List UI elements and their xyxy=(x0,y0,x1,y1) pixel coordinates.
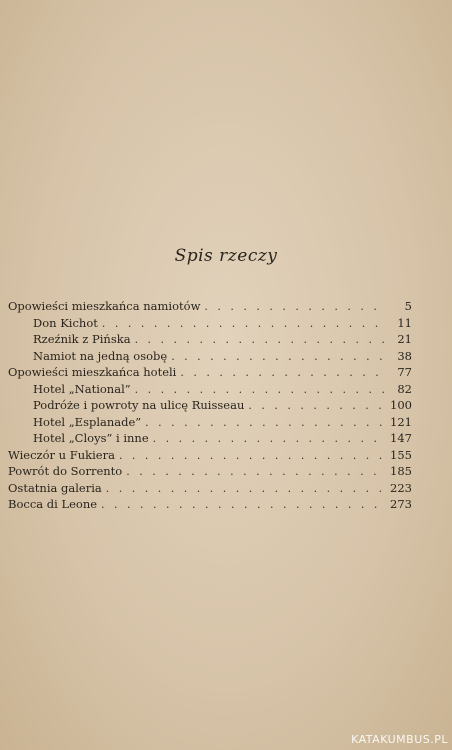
dot-leader xyxy=(248,398,386,415)
watermark-text: KATAKUMBUS.PL xyxy=(351,733,448,746)
dot-leader xyxy=(135,382,386,399)
toc-entry-label: Ostatnia galeria xyxy=(8,480,102,495)
table-of-contents xyxy=(8,298,412,513)
dot-leader xyxy=(102,316,386,333)
toc-entry xyxy=(8,480,412,497)
toc-entry-page: 38 xyxy=(397,348,412,363)
toc-entry xyxy=(8,430,412,447)
toc-entry xyxy=(8,348,412,365)
dot-leader xyxy=(204,299,386,316)
toc-entry-page: 100 xyxy=(390,398,412,412)
toc-entry-label: Don Kichot xyxy=(33,315,98,330)
toc-entry-page: 82 xyxy=(397,381,412,396)
toc-entry-label: Opowieści mieszkańca namiotów xyxy=(8,299,201,313)
page-title: Spis rzeczy xyxy=(174,246,278,266)
toc-entry-page: 21 xyxy=(397,332,412,346)
toc-entry-page: 5 xyxy=(404,299,412,313)
dot-leader xyxy=(101,497,386,514)
toc-entry xyxy=(8,496,412,513)
dot-leader xyxy=(126,464,386,481)
toc-entry xyxy=(8,397,412,414)
toc-entry xyxy=(8,315,412,332)
toc-entry-page: 147 xyxy=(390,431,412,445)
dot-leader xyxy=(119,448,386,465)
dot-leader xyxy=(135,332,386,349)
toc-entry-label: Namiot na jedną osobę xyxy=(33,348,168,363)
toc-entry-label: Wieczór u Fukiera xyxy=(8,447,115,462)
toc-entry-label: Rzeźnik z Pińska xyxy=(33,332,131,346)
toc-entry-page: 223 xyxy=(390,480,412,495)
toc-entry xyxy=(8,447,412,464)
toc-entry-label: Hotel „Esplanade” xyxy=(33,414,142,429)
toc-entry xyxy=(8,414,412,431)
toc-entry-page: 11 xyxy=(397,315,412,330)
dot-leader xyxy=(171,349,386,366)
toc-entry-label: Hotel „National” xyxy=(33,381,131,396)
toc-entry-page: 273 xyxy=(390,497,412,511)
toc-entry xyxy=(8,463,412,480)
toc-entry xyxy=(8,298,412,315)
dot-leader xyxy=(106,481,386,498)
toc-entry-label: Bocca di Leone xyxy=(8,497,98,511)
toc-entry-label: Podróże i powroty na ulicę Ruisseau xyxy=(33,398,245,412)
dot-leader xyxy=(153,431,386,448)
toc-entry-page: 185 xyxy=(390,464,412,478)
dot-leader xyxy=(180,365,386,382)
toc-entry xyxy=(8,381,412,398)
toc-entry-label: Opowieści mieszkańca hoteli xyxy=(8,365,177,379)
toc-entry xyxy=(8,331,412,348)
toc-entry-page: 155 xyxy=(390,447,412,462)
toc-entry xyxy=(8,364,412,381)
toc-entry-label: Powrót do Sorrento xyxy=(8,464,123,478)
toc-entry-page: 121 xyxy=(390,414,412,429)
toc-entry-label: Hotel „Cloys” i inne xyxy=(33,431,149,445)
dot-leader xyxy=(145,415,386,432)
toc-entry-page: 77 xyxy=(397,365,412,379)
